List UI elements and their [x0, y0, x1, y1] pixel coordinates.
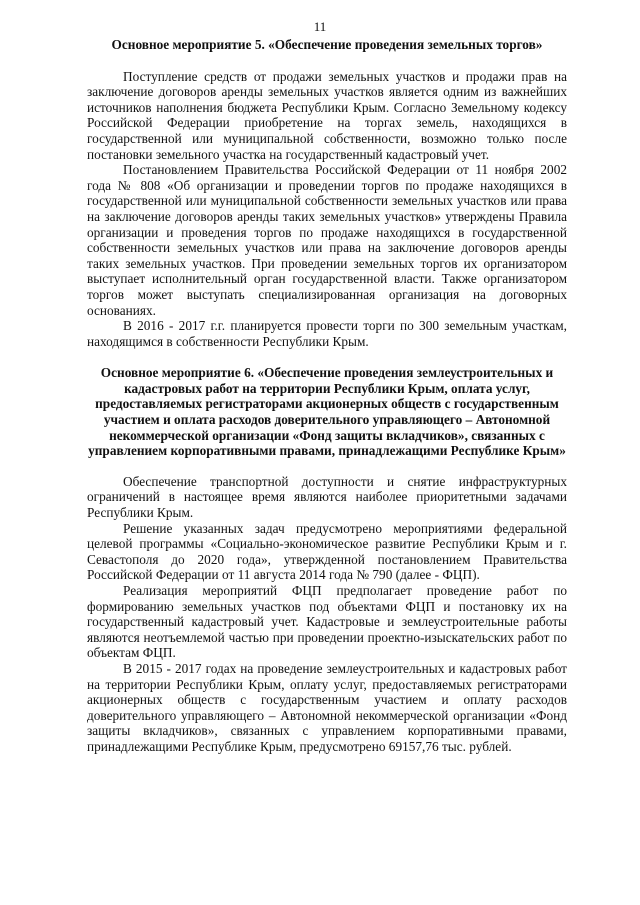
- section-5-paragraph-2: Постановлением Правительства Российской Федерации от 11 ноября 2002 года № 808 «Об организации и проведении торгов по продаже находящихся в государственной или муниципальной собственности земельных участков или права на заключение договоров аренды таких земельных участков» утверждены Правила организации и проведения торгов по продаже находящихся в государственной собственности земельных участков или права на заключение договоров аренды таких земельных участков. При проведении земельных торгов их организатором выступает исполнительный орган государственной власти. Также организатором торгов может выступать специализированная организация на договорных основаниях.: [87, 162, 567, 318]
- section-6-heading: Основное мероприятие 6. «Обеспечение проведения землеустроительных и кадастровых работ на территории Республики Крым, оплата услуг, предоставляемых регистраторами акционерных обществ с государственным участием и оплата расходов доверительного управляющего – Автономной некоммерческой организации «Фонд защиты вкладчиков», связанных с управлением корпоративными правами, принадлежащими Республике Крым»: [88, 365, 566, 459]
- section-5-paragraph-3: В 2016 - 2017 г.г. планируется провести торги по 300 земельным участкам, находящимся в собственности Республики Крым.: [87, 318, 567, 349]
- section-5-heading: Основное мероприятие 5. «Обеспечение проведения земельных торгов»: [111, 37, 543, 52]
- section-6-paragraph-1: Обеспечение транспортной доступности и снятие инфраструктурных ограничений в настоящее время являются наиболее приоритетными задачами Республики Крым.: [87, 473, 567, 521]
- page-number: 11: [313, 19, 327, 34]
- section-5-paragraph-1: Поступление средств от продажи земельных участков и продажи прав на заключение договоров аренды земельных участков является одним из важнейших источников наполнения бюджета Республики Крым. Согласно Земельному кодексу Российской Федерации приобретение на торгах земель, находящихся в государственной или муниципальной собственности, возможно только после постановки земельного участка на государственный кадастровый учет.: [87, 68, 567, 162]
- section-6-paragraph-4: В 2015 - 2017 годах на проведение землеустроительных и кадастровых работ на территории Республики Крым, оплату услуг, предоставляемых регистраторами акционерных обществ с государственным участием и оплату расходов доверительного управляющего – Автономной некоммерческой организации «Фонд защиты вкладчиков», связанных с управлением корпоративными правами, принадлежащими Республике Крым, предусмотрено 69157,76 тыс. рублей.: [87, 660, 567, 754]
- page-content: [87, 37, 567, 755]
- section-6-paragraph-2: Решение указанных задач предусмотрено мероприятиями федеральной целевой программы «Социально-экономическое развитие Республики Крым и г. Севастополя до 2020 года», утвержденной постановлением Правительства Российской Федерации от 11 августа 2014 года № 790 (далее - ФЦП).: [87, 520, 567, 583]
- section-6-paragraph-3: Реализация мероприятий ФЦП предполагает проведение работ по формированию земельных участков под объектами ФЦП и постановку их на государственный кадастровый учет. Кадастровые и землеустроительные работы являются неотъемлемой частью при проведении проектно-изыскательских работ по объектам ФЦП.: [87, 583, 567, 661]
